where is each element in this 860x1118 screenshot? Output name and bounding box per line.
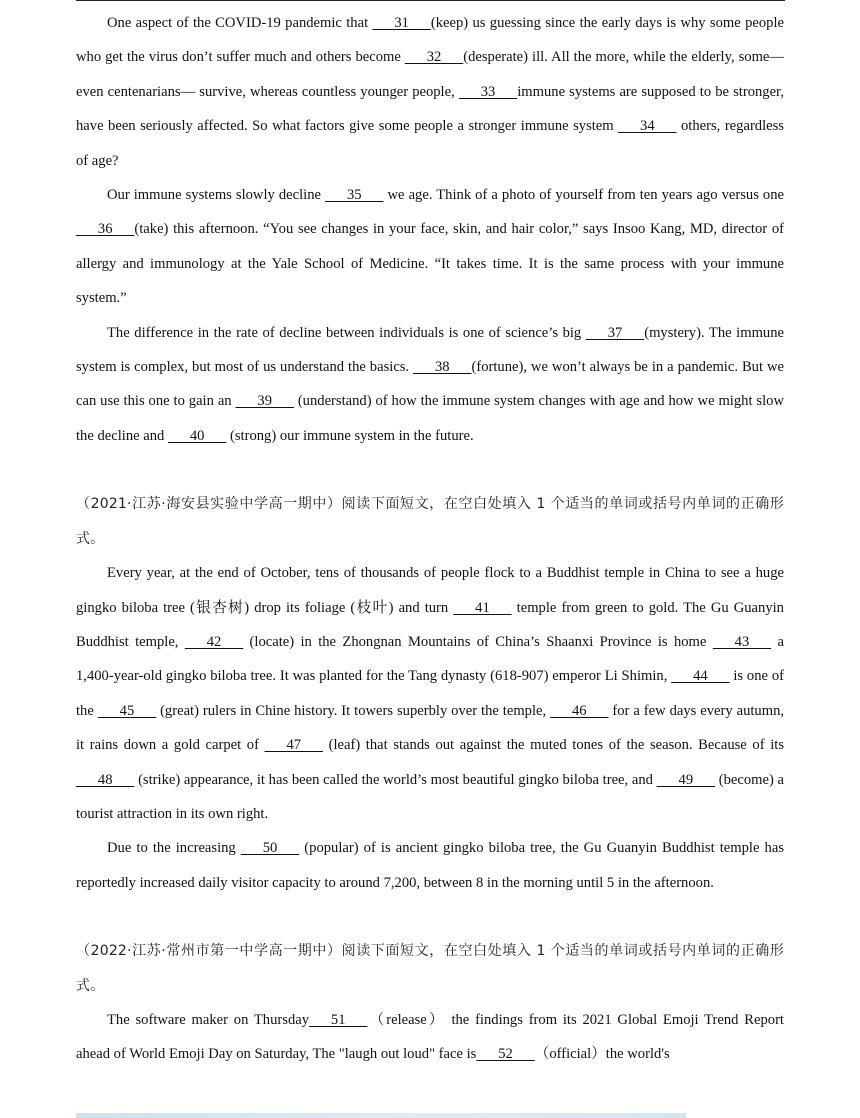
blank-46[interactable]: 46 — [550, 702, 609, 719]
passage-text: Due to the increasing — [107, 840, 241, 857]
passage-text: The difference in the rate of decline between individuals is one of science’s big — [107, 324, 586, 341]
passage-text: temple from green to gold. The Gu Guanyin Buddhist temple, — [76, 599, 784, 650]
blank-48[interactable]: 48 — [76, 771, 135, 788]
passage-text: (popular) of is ancient gingko biloba tree, the Gu Guanyin Buddhist temple has reportedly increased daily visitor capacity to around 7,200, between 8 in the morning until 5 in the afternoon. — [76, 840, 785, 891]
blank-49[interactable]: 49 — [656, 771, 716, 788]
passage-text: (fortune), we won’t always be in a pandemic. But we can use this one to gain an — [76, 359, 784, 410]
section-gap — [76, 453, 784, 487]
passage-text: is one of the — [76, 668, 784, 719]
passage-text: (leaf) that stands out against the muted tones of the season. Because of its — [322, 737, 784, 754]
passage-paragraph — [76, 6, 784, 178]
passage-text: （official）the world's — [534, 1046, 670, 1063]
passage-paragraph — [76, 316, 784, 454]
blank-47[interactable]: 47 — [264, 737, 323, 754]
section-instruction: （2022·江苏·常州市第一中学高一期中）阅读下面短文，在空白处填入 1 个适当的单词或括号内单词的正确形式。 — [76, 943, 784, 994]
passage-text: Our immune systems slowly decline — [107, 187, 326, 204]
blank-38[interactable]: 38 — [413, 359, 472, 376]
passage-text: (understand) of how the immune system changes with age and how we might slow the decline and — [76, 393, 784, 444]
blank-40[interactable]: 40 — [167, 427, 227, 444]
passage-text: immune systems are supposed to be stronger, have been seriously affected. So what factors give some people a stronger immune system — [76, 83, 784, 135]
blank-41[interactable]: 41 — [453, 599, 512, 616]
blank-37[interactable]: 37 — [585, 324, 645, 341]
passage-text: (strike) appearance, it has been called the world’s most beautiful gingko biloba tree, and — [134, 771, 657, 788]
blank-35[interactable]: 35 — [325, 187, 384, 204]
passage-text: (great) rulers in Chine history. It towers superbly over the temple, — [156, 702, 551, 719]
blank-39[interactable]: 39 — [235, 393, 294, 410]
passage-text: (become) a tourist attraction in its own right. — [76, 771, 784, 822]
passage-paragraph — [76, 1003, 784, 1072]
document-page — [76, 6, 784, 1072]
blank-50[interactable]: 50 — [240, 840, 300, 857]
bottom-decoration-bar — [76, 1113, 686, 1118]
passage-paragraph — [76, 178, 784, 316]
passage-text: Every year, at the end of October, tens of thousands of people flock to a Buddhist temple in China to see a huge gingko biloba tree (银杏树) drop its foliage (枝叶) and turn — [76, 565, 784, 616]
blank-34[interactable]: 34 — [618, 118, 677, 135]
top-rule — [76, 0, 785, 1]
passage-paragraph — [76, 556, 784, 831]
passage-text: (keep) us guessing since the early days is why some people who get the virus don’t suffer much and others become — [76, 15, 784, 66]
blank-43[interactable]: 43 — [712, 633, 772, 650]
passage-text: (take) this afternoon. “You see changes in your face, skin, and hair color,” says Insoo Kang, MD, director of allergy and immunology at the Yale School of Medicine. “It takes time. It is the same process with your immune system.” — [76, 221, 784, 307]
blank-36[interactable]: 36 — [76, 221, 135, 238]
passage-text: (mystery). The immune system is complex, but most of us understand the basics. — [76, 324, 785, 376]
passage-text: (desperate) ill. All the more, while the elderly, some—even centenarians— survive, whereas countless younger people, — [76, 49, 784, 100]
blank-33[interactable]: 33 — [458, 83, 518, 100]
passage-text: (locate) in the Zhongnan Mountains of China’s Shaanxi Province is home — [243, 633, 713, 650]
blank-45[interactable]: 45 — [97, 702, 157, 719]
passage-text: （release） the findings from its 2021 Global Emoji Trend Report ahead of World Emoji Day on Saturday, The "laugh out loud" face is — [76, 1011, 784, 1063]
passage-text: we age. Think of a photo of yourself from ten years ago versus one — [383, 187, 784, 204]
blank-42[interactable]: 42 — [184, 633, 244, 650]
blank-32[interactable]: 32 — [404, 49, 464, 66]
section-instruction: （2021·江苏·海安县实验中学高一期中）阅读下面短文，在空白处填入 1 个适当的单词或括号内单词的正确形式。 — [76, 496, 784, 547]
passage-text: The software maker on Thursday — [107, 1011, 310, 1028]
passage-text: a 1,400-year-old gingko biloba tree. It was planted for the Tang dynasty (618-907) emperor Li Shimin, — [76, 633, 784, 685]
passage-text: for a few days every autumn, it rains down a gold carpet of — [76, 702, 785, 754]
section-gap — [76, 900, 784, 934]
passage-text: others, regardless of age? — [76, 118, 784, 169]
blank-44[interactable]: 44 — [671, 668, 730, 685]
blank-52[interactable]: 52 — [476, 1046, 535, 1063]
blank-51[interactable]: 51 — [309, 1011, 368, 1028]
passage-paragraph — [76, 831, 784, 900]
blank-31[interactable]: 31 — [372, 15, 431, 31]
passage-text: One aspect of the COVID-19 pandemic that — [107, 15, 373, 31]
passage-text: (strong) our immune system in the future. — [226, 427, 474, 444]
